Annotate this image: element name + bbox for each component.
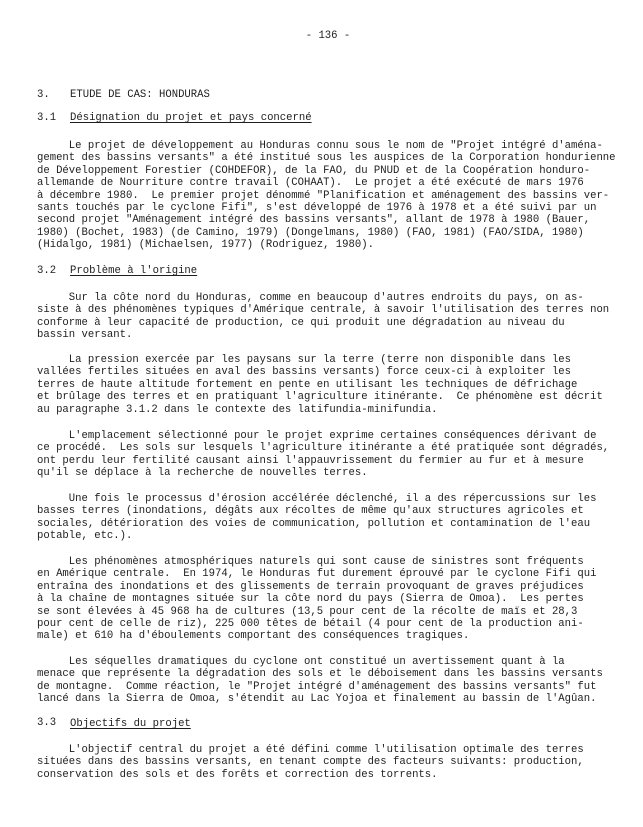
- text-line: 1980) (Bochet, 1983) (de Camino, 1979) (Dongelmans, 1980) (FAO, 1981) (FAO/SIDA, 1980): [37, 226, 584, 239]
- paragraph: [37, 556, 596, 643]
- paragraph: [37, 140, 616, 252]
- subsection-number: 3.2: [37, 265, 57, 277]
- text-line: ce procédé. Les sols sur lesquels l'agriculture itinérante a été pratiquée sont dégradés,: [37, 442, 610, 455]
- text-line: au paragraphe 3.1.2 dans le contexte des latifundia-minifundia.: [37, 403, 438, 416]
- text-line: entraîna des inondations et des glissements de terrain provoquant de graves préjudices: [37, 580, 584, 593]
- text-line: second projet "Aménagement intégré des bassins versants", allant de 1978 à 1980 (Bauer,: [37, 214, 591, 227]
- text-line: bassin versant.: [37, 329, 133, 342]
- text-line: pour cent de celle de riz), 225 000 têtes de bétail (4 pour cent de la production ani-: [37, 617, 584, 630]
- subsection-number: 3.3: [37, 717, 57, 729]
- text-line: siste à des phénomènes typiques d'Amérique centrale, à savoir l'utilisation des terres non: [37, 304, 610, 317]
- section-number: 3.: [37, 89, 50, 101]
- page-number: - 136 -: [305, 30, 351, 42]
- subsection-title: Objectifs du projet: [70, 718, 191, 730]
- text-line: allemande de Nourriture contre travail (COHAAT). Le projet a été exécuté de mars 1976: [37, 177, 584, 190]
- text-line: menace que représente la dégradation des sols et le déboisement dans les bassins versants: [37, 668, 603, 681]
- text-line: sociales, détérioration des voies de communication, pollution et contamination de l'eau: [37, 517, 591, 530]
- text-line: de montagne. Comme réaction, le "Projet intégré d'aménagement des bassins versants" fut: [37, 680, 597, 693]
- text-line: vallées fertiles situées en aval des bassins versants) force ceux-ci à exploiter les: [37, 366, 572, 379]
- paragraph: [37, 744, 584, 781]
- text-line: Sur la côte nord du Honduras, comme en beaucoup d'autres endroits du pays, on as-: [37, 292, 584, 304]
- text-line: de Développement Forestier (COHDEFOR), de la FAO, du PNUD et de la Coopération honduro-: [37, 164, 591, 177]
- text-line: conforme à leur capacité de production, ce qui produit une dégradation au niveau du: [37, 316, 565, 329]
- text-line: sants touchés par le cyclone Fifi", s'est développé de 1976 à 1978 et a été suivi par un: [37, 201, 597, 214]
- text-line: gement des bassins versants" a été institué sous les auspices de la Corporation hondurienne: [37, 152, 616, 165]
- text-line: en Amérique centrale. En 1974, le Honduras fut durement éprouvé par le cyclone Fifi qui: [37, 568, 597, 581]
- text-line: male) et 610 ha d'éboulements comportant des conséquences tragiques.: [37, 630, 470, 643]
- text-line: basses terres (inondations, dégâts aux récoltes de même qu'aux structures agricoles et: [37, 505, 584, 518]
- text-line: et brûlage des terres et en pratiquant l'agriculture itinérante. Ce phénomène est décrit: [37, 391, 603, 404]
- paragraph: [37, 656, 603, 706]
- text-line: à décembre 1980. Le premier projet dénommé "Planification et aménagement des bassins ver-: [37, 189, 610, 202]
- text-line: potable, etc.).: [37, 530, 133, 543]
- text-line: ont perdu leur fertilité causant ainsi l'appauvrissement du fermier au fur et à mesure: [37, 454, 584, 467]
- paragraph: [37, 354, 603, 416]
- text-line: à la chaîne de montagnes située sur la côte nord du pays (Sierra de Omoa). Les pertes: [37, 593, 584, 606]
- text-line: qu'il se déplace à la recherche de nouvelles terres.: [37, 467, 368, 480]
- text-line: L'objectif central du projet a été défini comme l'utilisation optimale des terres: [37, 744, 584, 756]
- text-line: Une fois le processus d'érosion accélérée déclenché, il a des répercussions sur les: [37, 493, 597, 505]
- paragraph: [37, 430, 609, 480]
- text-line: Les phénomènes atmosphériques naturels qui sont cause de sinistres sont fréquents: [37, 556, 584, 568]
- section-title: ETUDE DE CAS: HONDURAS: [70, 89, 210, 101]
- text-line: La pression exercée par les paysans sur la terre (terre non disponible dans les: [37, 354, 572, 366]
- text-line: conservation des sols et des forêts et correction des torrents.: [37, 768, 438, 781]
- text-line: Les séquelles dramatiques du cyclone ont constitué un avertissement quant à la: [37, 656, 565, 668]
- text-line: terres de haute altitude fortement en pente en utilisant les techniques de défrichage: [37, 378, 578, 391]
- subsection-title: Désignation du projet et pays concerné: [70, 112, 312, 124]
- paragraph: [37, 493, 596, 543]
- subsection-title: Problème à l'origine: [70, 265, 198, 277]
- subsection-number: 3.1: [37, 112, 57, 124]
- paragraph: [37, 292, 609, 342]
- text-line: lancé dans la Sierra de Omoa, s'étendit au Lac Yojoa et finalement au bassin de l'Agûan.: [37, 693, 597, 706]
- text-line: situées dans des bassins versants, en tenant compte des facteurs suivants: production,: [37, 756, 584, 769]
- text-line: L'emplacement sélectionné pour le projet exprime certaines conséquences dérivant de: [37, 430, 597, 442]
- text-line: se sont élevées à 45 968 ha de cultures (13,5 pour cent de la récolte de maïs et 28,3: [37, 605, 578, 618]
- text-line: (Hidalgo, 1981) (Michaelsen, 1977) (Rodriguez, 1980).: [37, 239, 374, 252]
- text-line: Le projet de développement au Honduras connu sous le nom de "Projet intégré d'aména-: [37, 140, 603, 152]
